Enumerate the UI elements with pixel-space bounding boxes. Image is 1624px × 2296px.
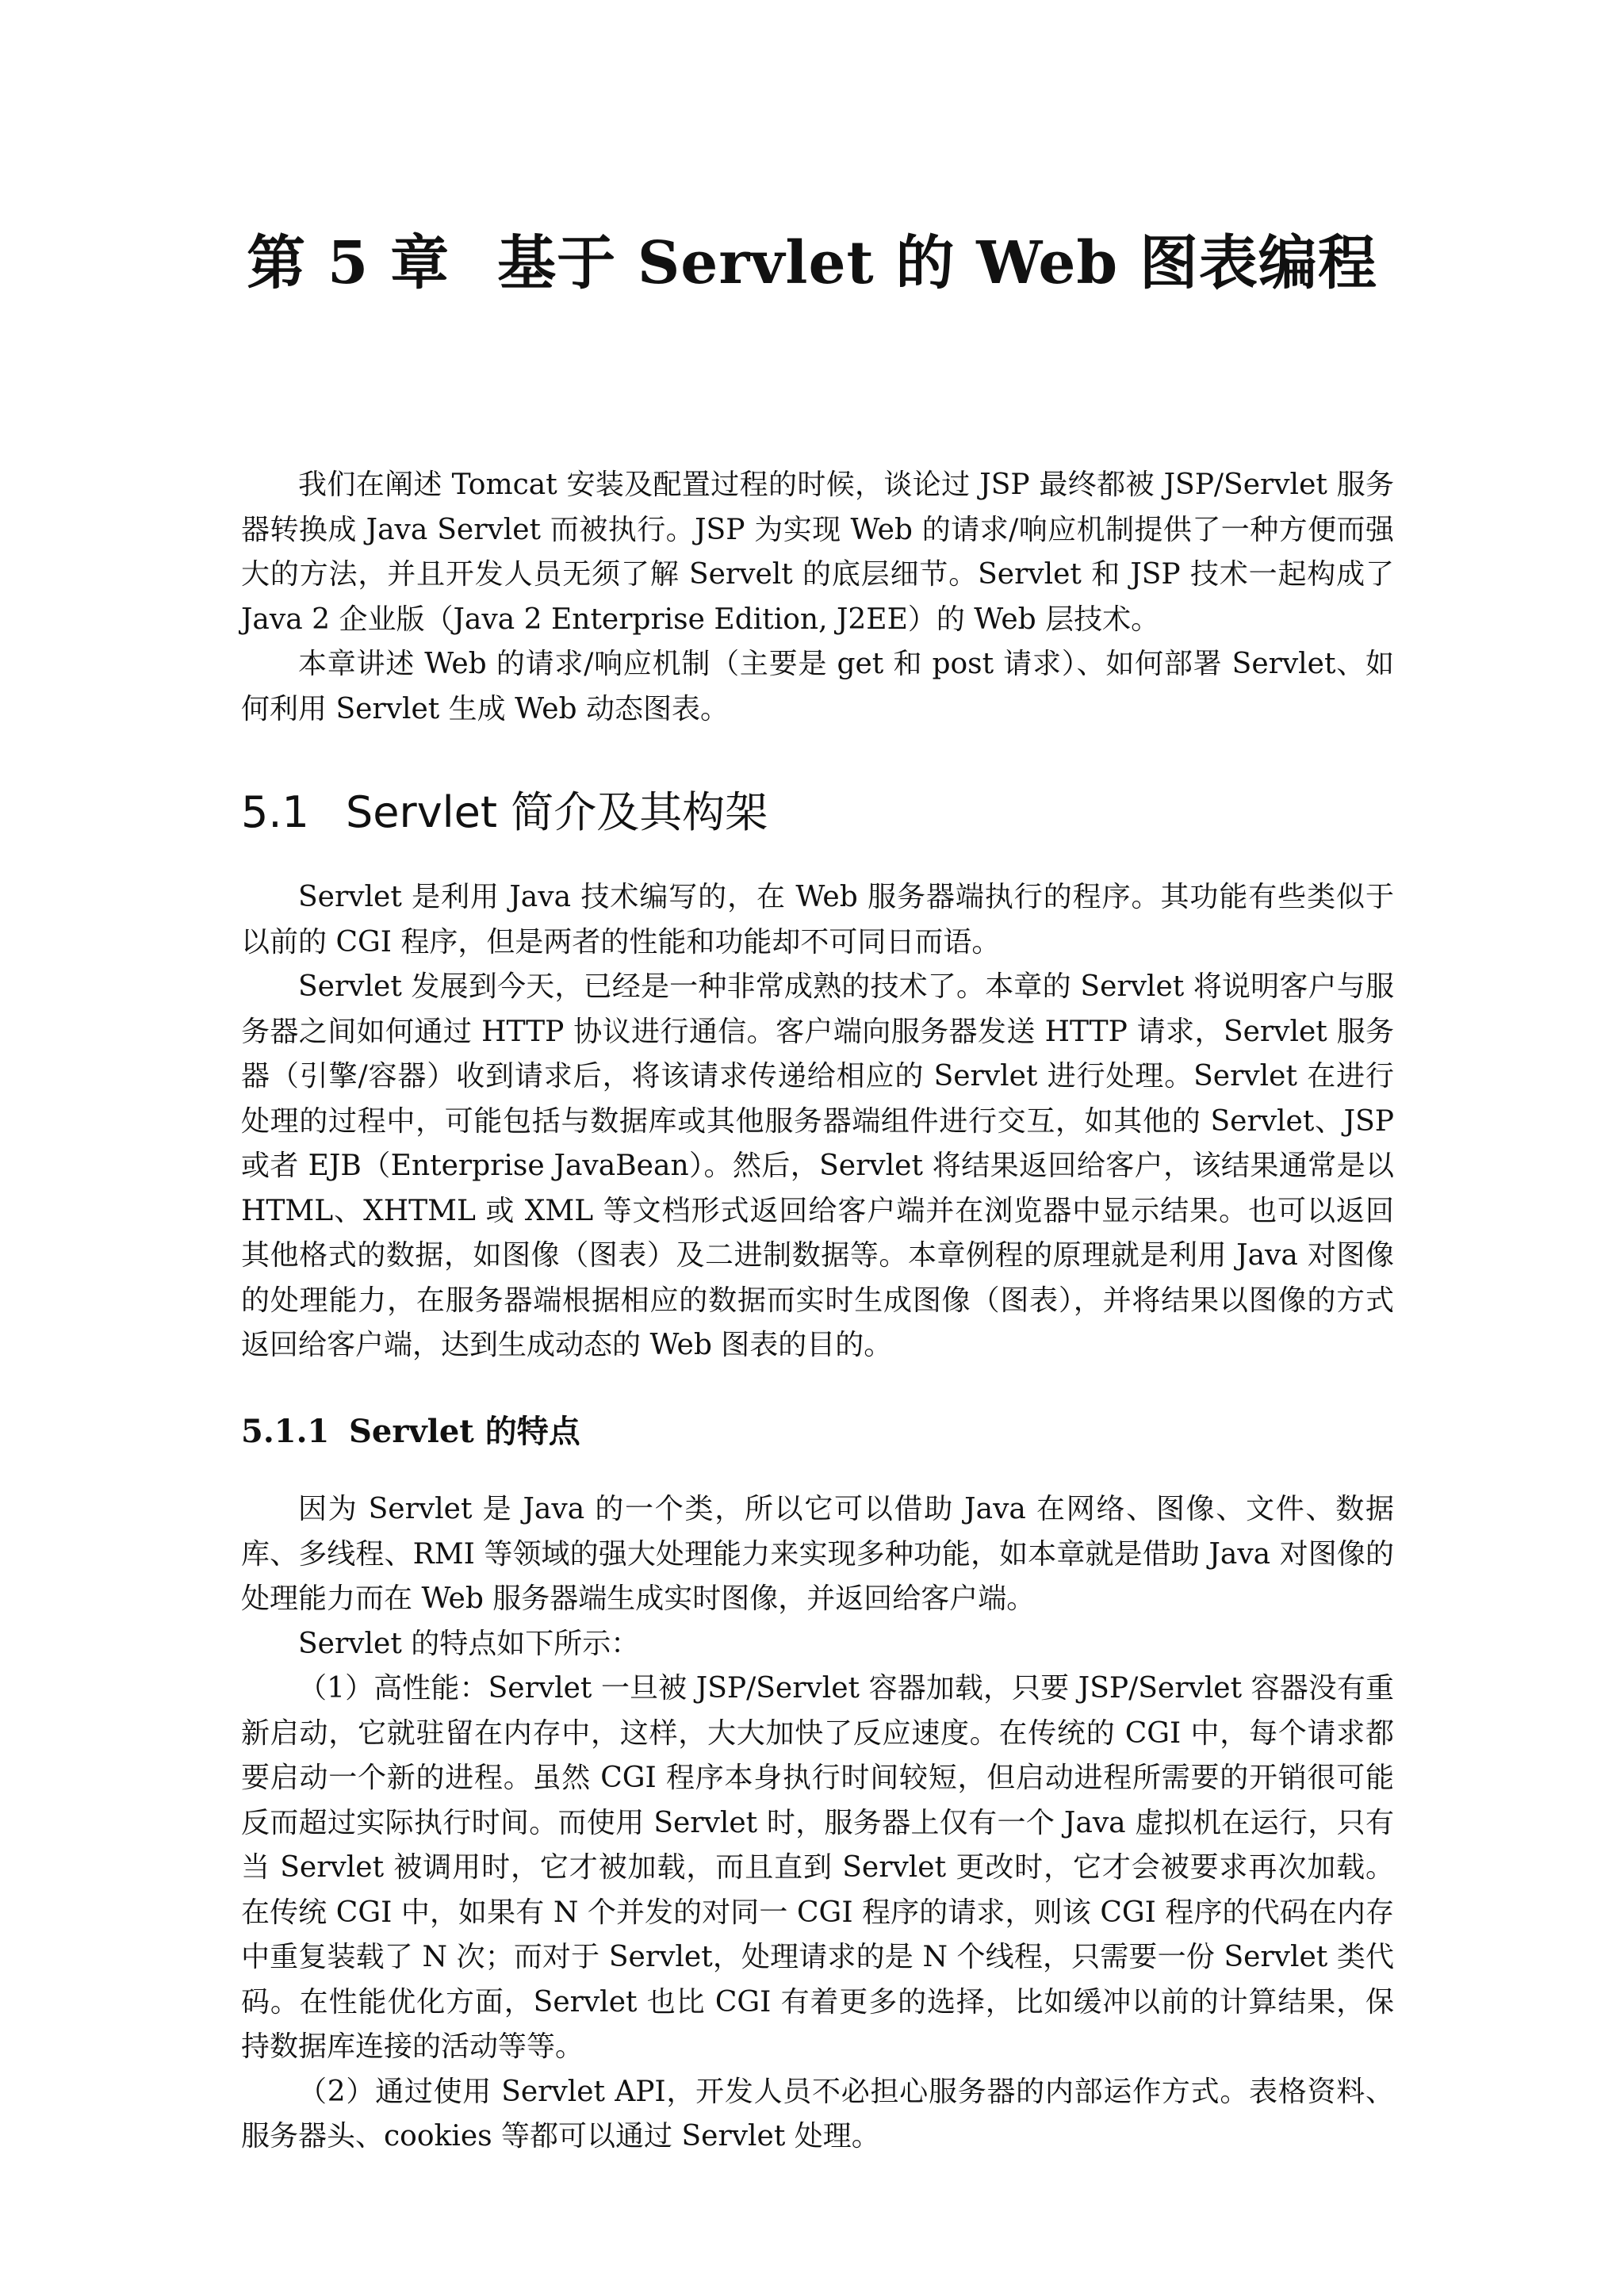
body-paragraph: Servlet 发展到今天，已经是一种非常成熟的技术了。本章的 Servlet 将说明客户与服务器之间如何通过 HTTP 协议进行通信。客户端向服务器发送 HTTP 请求，Servlet 服务器（引擎/容器）收到请求后，将该请求传递给相应的 Servlet 进行处理。Servlet 在进行处理的过程中，可能包括与数据库或其他服务器端组件进行交互，如其他的 Servlet、JSP 或者 EJB（Enterprise JavaBean）。然后，Servlet 将结果返回给客户，该结果通常是以 HTML、XHTML 或 XML 等文档形式返回给客户端并在浏览器中显示结果。也可以返回其他格式的数据，如图像（图表）及二进制数据等。本章例程的原理就是利用 Java 对图像的处理能力，在服务器端根据相应的数据而实时生成图像（图表），并将结果以图像的方式返回给客户端，达到生成动态的 Web 图表的目的。 xyxy=(241,970,1394,1361)
body-paragraph: Servlet 是利用 Java 技术编写的，在 Web 服务器端执行的程序。其功能有些类似于以前的 CGI 程序，但是两者的性能和功能却不可同日而语。 xyxy=(241,881,1394,959)
intro-paragraph: 本章讲述 Web 的请求/响应机制（主要是 get 和 post 请求）、如何部署 Servlet、如何利用 Servlet 生成 Web 动态图表。 xyxy=(241,648,1394,725)
body-paragraph: （2）通过使用 Servlet API，开发人员不必担心服务器的内部运作方式。表格资料、服务器头、cookies 等都可以通过 Servlet 处理。 xyxy=(241,2075,1394,2152)
section-heading xyxy=(241,785,768,840)
body-paragraph: Servlet 的特点如下所示： xyxy=(298,1627,640,1660)
subsection-heading xyxy=(241,1408,580,1456)
body-paragraph: 因为 Servlet 是 Java 的一个类，所以它可以借助 Java 在网络、图像、文件、数据库、多线程、RMI 等领域的强大处理能力来实现多种功能，如本章就是借助 Java 对图像的处理能力而在 Web 服务器端生成实时图像，并返回给客户端。 xyxy=(241,1493,1394,1615)
body-paragraph: （1）高性能：Servlet 一旦被 JSP/Servlet 容器加载，只要 JSP/Servlet 容器没有重新启动，它就驻留在内存中，这样，大大加快了反应速度。在传统的 CGI 中，每个请求都要启动一个新的进程。虽然 CGI 程序本身执行时间较短，但启动进程所需要的开销很可能反而超过实际执行时间。而使用 Servlet 时，服务器上仅有一个 Java 虚拟机在运行，只有当 Servlet 被调用时，它才被加载，而且直到 Servlet 更改时，它才会被要求再次加载。在传统 CGI 中，如果有 N 个并发的对同一 CGI 程序的请求，则该 CGI 程序的代码在内存中重复装载了 N 次；而对于 Servlet，处理请求的是 N 个线程，只需要一份 Servlet 类代码。在性能优化方面，Servlet 也比 CGI 有着更多的选择，比如缓冲以前的计算结果，保持数据库连接的活动等等。 xyxy=(241,1672,1394,2063)
chapter-title-text: 基于 Servlet 的 Web 图表编程 xyxy=(497,229,1377,297)
chapter-number: 第 5 章 xyxy=(247,229,450,297)
section-title: Servlet 简介及其构架 xyxy=(346,787,768,837)
section-number: 5.1 xyxy=(241,787,309,837)
intro-block xyxy=(241,463,1394,732)
subsection-title: Servlet 的特点 xyxy=(349,1413,580,1450)
section-body xyxy=(241,875,1394,1368)
subsection-number: 5.1.1 xyxy=(241,1413,330,1450)
chapter-title xyxy=(0,224,1624,303)
subsection-body xyxy=(241,1487,1394,2160)
intro-paragraph: 我们在阐述 Tomcat 安装及配置过程的时候，谈论过 JSP 最终都被 JSP/Servlet 服务器转换成 Java Servlet 而被执行。JSP 为实现 Web 的请求/响应机制提供了一种方便而强大的方法，并且开发人员无须了解 Servelt 的底层细节。Servlet 和 JSP 技术一起构成了 Java 2 企业版（Java 2 Enterprise Edition, J2EE）的 Web 层技术。 xyxy=(241,469,1394,636)
